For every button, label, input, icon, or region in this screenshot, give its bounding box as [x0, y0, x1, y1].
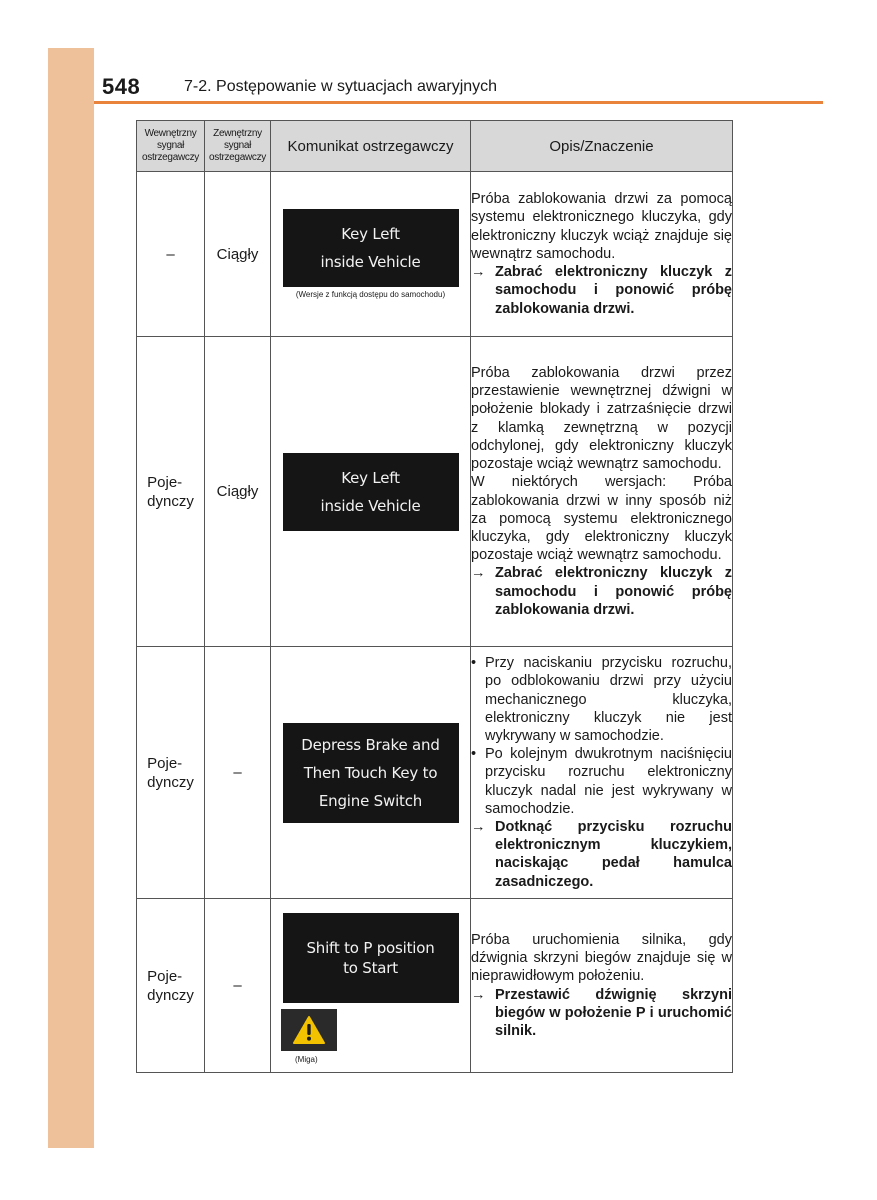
display-line: Depress Brake and [301, 735, 440, 754]
chapter-title: 7-2. Postępowanie w sytuacjach awaryjnych [184, 78, 498, 95]
message-cell [271, 647, 471, 899]
header-message: Komunikat ostrzegawczy [271, 121, 471, 172]
internal-signal-cell [137, 647, 205, 899]
warning-display [283, 453, 459, 531]
bullet-text: Przy naciskaniu przycisku rozruchu, po odblokowaniu drzwi przy użyciu mechanicznego kluczyka, elektroniczny kluczyk nie jest wykrywany w samochodzie. [485, 655, 732, 744]
display-line: to Start [343, 959, 398, 977]
action-label: Dotknąć przycisku rozruchu elektronicznym kluczykiem, naciskając pedał hamulca zasadniczego. [495, 819, 732, 890]
table-header-row [137, 121, 733, 172]
display-line: Engine Switch [318, 791, 423, 810]
arrow-icon: → [471, 819, 486, 835]
page-number: 548 [102, 74, 141, 99]
bullet-icon: • [471, 746, 477, 763]
warning-display [283, 209, 459, 287]
internal-signal-text: Poje- dynczy [147, 754, 194, 791]
bullet-icon: • [471, 655, 477, 672]
description-cell [471, 899, 733, 1073]
action-text [471, 986, 732, 1041]
header-internal-signal: Wewnętrzny sygnał ostrzegawczy [137, 121, 205, 172]
description-cell [471, 172, 733, 337]
warning-display [283, 913, 459, 1003]
message-cell [271, 172, 471, 337]
header-rule [94, 101, 823, 104]
warning-light [281, 1009, 337, 1051]
description-text: Próba zablokowania drzwi za pomocą systemu elektronicznego kluczyka, gdy elektroniczny kluczyk wciąż znajduje się wewnątrz samochodu. [471, 191, 732, 262]
warning-table [136, 120, 733, 1073]
display-line: inside Vehicle [320, 496, 421, 515]
display-line: Key Left [341, 225, 400, 243]
internal-signal-text: Poje- dynczy [147, 473, 194, 510]
description-text: Próba uruchomienia silnika, gdy dźwignia skrzyni biegów znajduje się w nieprawidłowym położeniu. [471, 931, 732, 985]
internal-signal-text: Poje- dynczy [147, 967, 194, 1004]
header-external-signal: Zewnętrzny sygnał ostrzegawczy [205, 121, 271, 172]
message-cell [271, 899, 471, 1073]
warning-light-caption: (Miga) [295, 1055, 318, 1064]
internal-signal-cell [137, 337, 205, 647]
action-label: Zabrać elektroniczny kluczyk z samochodu i ponowić próbę zablokowania drzwi. [495, 264, 732, 317]
arrow-icon: → [471, 986, 486, 1003]
warning-display [283, 723, 459, 823]
bullet-item [471, 745, 732, 818]
arrow-icon: → [471, 264, 486, 281]
display-line: inside Vehicle [320, 253, 421, 271]
description-cell [471, 647, 733, 899]
table-row [137, 337, 733, 647]
internal-signal-cell: – [137, 172, 205, 337]
external-signal-cell: Ciągły [205, 172, 271, 337]
action-text [471, 564, 732, 619]
warning-triangle-icon [292, 1015, 326, 1045]
action-text [471, 818, 732, 891]
description-cell [471, 337, 733, 647]
display-caption: (Wersje z funkcją dostępu do samochodu) [295, 290, 446, 299]
bullet-item [471, 654, 732, 745]
external-signal-cell: – [205, 899, 271, 1073]
header-description: Opis/Znaczenie [471, 121, 733, 172]
action-label: Przestawić dźwignię skrzyni biegów w położenie P i uruchomić silnik. [495, 986, 732, 1039]
table-row [137, 899, 733, 1073]
description-text: Próba zablokowania drzwi przez przestawienie wewnętrznej dźwigni w położenie blokady i zatrzaśnięcie drzwi z klamką zewnętrzną w pozycji odchylonej, gdy elektroniczny kluczyk pozostaje wciąż wewnątrz samochodu. [471, 365, 732, 473]
table-row [137, 172, 733, 337]
bullet-text: Po kolejnym dwukrotnym naciśnięciu przycisku rozruchu elektroniczny kluczyk nadal nie jest wykrywany w samochodzie. [485, 746, 732, 817]
external-signal-cell: Ciągły [205, 337, 271, 647]
description-text-versions: W niektórych wersjach: Próba zablokowania drzwi w inny sposób niż za pomocą systemu elektronicznego kluczyka, gdy elektroniczny kluczyk pozostaje wciąż wewnątrz samochodu. [471, 474, 732, 564]
message-cell [271, 337, 471, 647]
arrow-icon: → [471, 565, 486, 582]
action-label: Zabrać elektroniczny kluczyk z samochodu i ponowić próbę zablokowania drzwi. [495, 565, 732, 618]
side-tab-strip [48, 48, 94, 1148]
external-signal-cell: – [205, 647, 271, 899]
internal-signal-cell [137, 899, 205, 1073]
display-line: Key Left [341, 468, 400, 487]
display-line: Shift to P position [306, 939, 435, 957]
page-header [94, 60, 824, 102]
table-row [137, 647, 733, 899]
display-line: Then Touch Key to [303, 763, 438, 782]
action-text [471, 263, 732, 318]
